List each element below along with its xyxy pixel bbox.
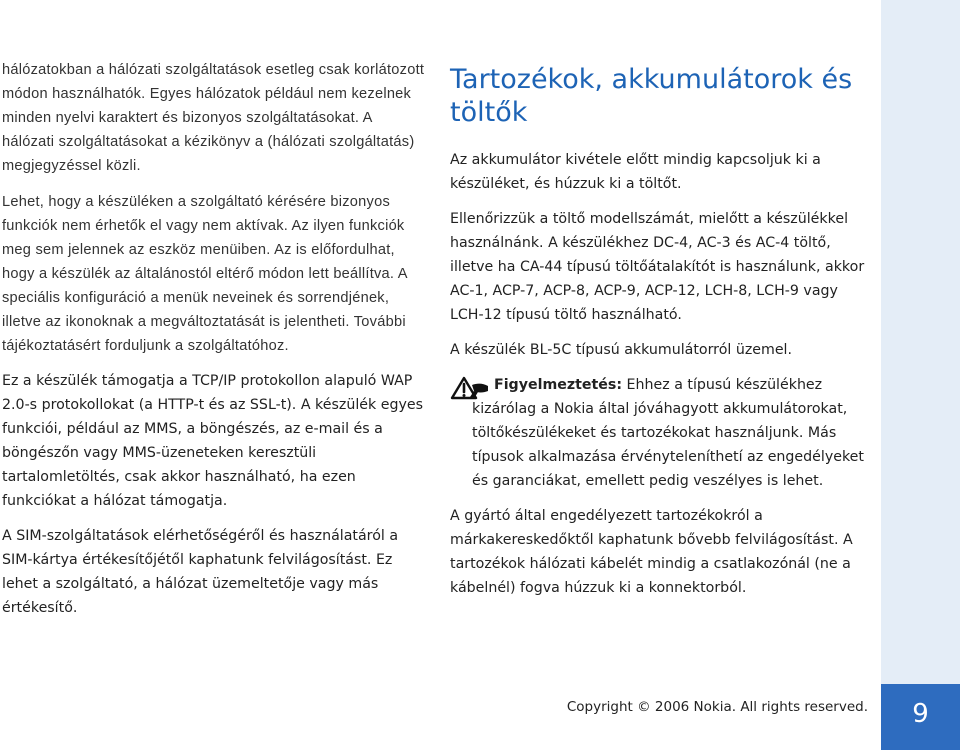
left-column <box>2 58 427 631</box>
paragraph-wap-protocols: Ez a készülék támogatja a TCP/IP protokollon alapuló WAP 2.0-s protokollokat (a HTTP-t és az SSL-t). A készülék egyes funkciói, például az MMS, a böngészés, az e-mail és a böngészőn vagy MMS-üzeneteken keresztüli tartalomletöltés, csak akkor használható, ha ezen funkciókat a hálózat támogatja. <box>2 373 423 509</box>
paragraph-charger-models: Ellenőrizzük a töltő modellszámát, mielőtt a készülékkel használnánk. A készülékhez DC-4, AC-3 és AC-4 töltő, illetve ha CA-44 típusú töltőátalakítót is használunk, akkor AC-1, ACP-7, ACP-8, ACP-9, ACP-12, LCH-8, LCH-9 vagy LCH-12 típusú töltő használható. <box>450 211 865 323</box>
paragraph-provider-features: Lehet, hogy a készüléken a szolgáltató kérésére bizonyos funkciók nem érhetők el vagy nem aktívak. Az ilyen funkciók meg sem jelennek az eszköz menüiben. Az is előfordulhat, hogy a készülék az általánostól eltérő módon lett beállítva. A speciális konfiguráció a menük neveinek és sorrendjének, illetve az ikonoknak a megváltoztatását is jelentheti. További tájékoztatásért forduljunk a szolgáltatóhoz. <box>2 194 407 354</box>
copyright-notice: Copyright © 2006 Nokia. All rights reserved. <box>566 699 868 715</box>
paragraph-battery-type: A készülék BL-5C típusú akkumulátorról üzemel. <box>450 342 793 358</box>
page-sidebar <box>881 0 960 750</box>
warning-hand-icon <box>450 375 490 401</box>
paragraph-battery-removal: Az akkumulátor kivétele előtt mindig kapcsoljuk ki a készüléket, és húzzuk ki a töltőt. <box>450 152 821 192</box>
warning-label: Figyelmeztetés: <box>494 377 623 393</box>
section-title: Tartozékok, akkumulátorok és töltők <box>450 64 853 128</box>
right-column <box>450 58 868 611</box>
paragraph-sim-services: A SIM-szolgáltatások elérhetőségéről és használatáról a SIM-kártya értékesítőjétől kaphatunk felvilágosítást. Ez lehet a szolgáltató, a hálózat üzemeltetője vagy más értékesítő. <box>2 528 399 616</box>
warning-note <box>450 373 868 493</box>
paragraph-network-services: hálózatokban a hálózati szolgáltatások esetleg csak korlátozott módon használhatók. Egyes hálózatok például nem kezelnek minden nyelvi karaktert és bizonyos szolgáltatásokat. A hálózati szolgáltatásokat a kézikönyv a (hálózati szolgáltatás) megjegyzéssel közli. <box>2 62 425 174</box>
warning-text: Ehhez a típusú készülékhez kizárólag a Nokia által jóváhagyott akkumulátorokat, töltőkészülékeket és tartozékokat használjunk. Más típusok alkalmazása érvényteleníthetí az engedélyeket és garanciákat, emellett pedig veszélyes is lehet. <box>472 377 864 489</box>
paragraph-accessories: A gyártó által engedélyezett tartozékokról a márkakereskedőktől kaphatunk bővebb felvilágosítást. A tartozékok hálózati kábelét mindig a csatlakozónál (ne a kábelnél) fogva húzzuk ki a konnektorból. <box>450 508 853 596</box>
page-number-box <box>881 684 960 750</box>
page-number: 9 <box>912 699 929 729</box>
